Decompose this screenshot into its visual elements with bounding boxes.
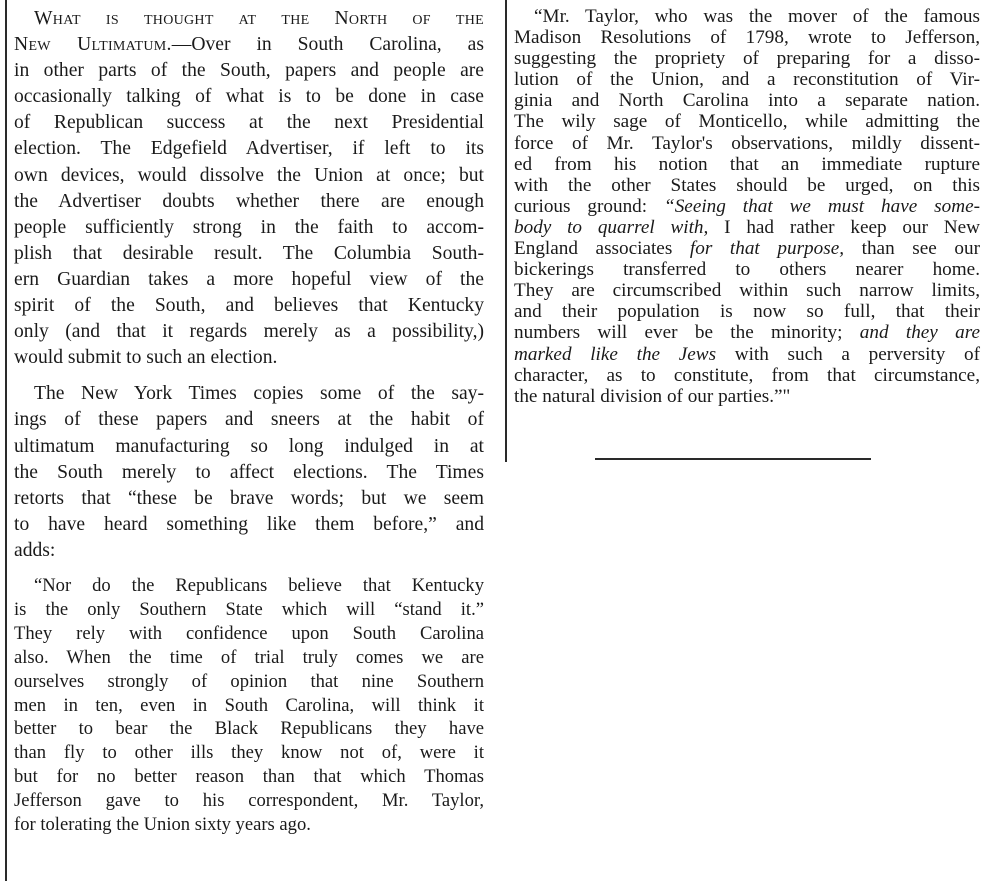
quote-text: numbers will ever be the minority; <box>514 322 860 344</box>
quote-line: also. When the time of trial truly comes we are <box>14 646 484 668</box>
article-line: adds: <box>14 539 56 561</box>
quote-line <box>514 344 980 365</box>
article-line: The New York Times copies some of the say- <box>34 383 484 405</box>
article-line <box>14 32 484 58</box>
article-line: plish that desirable result. The Columbia South- <box>14 242 484 264</box>
quote-line: force of Mr. Taylor's observations, mildly dissent- <box>514 132 980 154</box>
quote-line: is the only Southern State which will “stand it.” <box>14 598 484 620</box>
article-line: of Republican success at the next Presidential <box>14 112 484 134</box>
article-line: would submit to such an election. <box>14 347 278 369</box>
quote-line: The wily sage of Monticello, while admitting the <box>514 111 980 133</box>
quote-line: They rely with confidence upon South Carolina <box>14 622 484 644</box>
quote-line: men in ten, even in South Carolina, will think it <box>14 694 484 716</box>
article-line: election. The Edgefield Advertiser, if left to its <box>14 138 484 160</box>
article-headline-continued: New Ultimatum. <box>14 34 172 56</box>
article-line: in other parts of the South, papers and people are <box>14 60 484 82</box>
article-line: to have heard something like them before,” and <box>14 513 484 535</box>
article-end-rule <box>595 458 871 460</box>
quote-line <box>514 238 980 259</box>
quote-text: than see our <box>844 238 980 260</box>
article-line: own devices, would dissolve the Union at once; but <box>14 164 484 186</box>
quote-line: for tolerating the Union sixty years ago. <box>14 814 311 836</box>
article-text: —Over in South Carolina, as <box>171 34 484 56</box>
quote-line: They are circumscribed within such narrow limits, <box>514 280 980 302</box>
quote-line <box>514 217 980 238</box>
quote-line: ginia and North Carolina into a separate nation. <box>514 90 980 112</box>
quote-line: Madison Resolutions of 1798, wrote to Jefferson, <box>514 27 980 49</box>
quote-line: ourselves strongly of opinion that nine Southern <box>14 670 484 692</box>
article-line: people sufficiently strong in the faith to accom- <box>14 216 484 238</box>
article-line: retorts that “these be brave words; but we seem <box>14 487 484 509</box>
quote-line: “Mr. Taylor, who was the mover of the famous <box>534 6 980 27</box>
article-line: the South merely to affect elections. The Times <box>14 461 484 483</box>
quote-text: I had rather keep our New <box>708 216 980 238</box>
quote-line: suggesting the propriety of preparing for a disso- <box>514 48 980 70</box>
left-column-rule <box>5 0 7 881</box>
paragraph-two <box>14 381 484 564</box>
left-column <box>14 6 484 837</box>
quote-italic-text: marked like the Jews <box>514 343 717 365</box>
quote-text: England associates <box>514 238 690 260</box>
column-divider-rule <box>505 0 507 462</box>
article-line: the Advertiser doubts whether there are enough <box>14 190 484 212</box>
quote-text: curious ground: <box>514 195 665 217</box>
article-headline: What is thought at the North of the <box>34 8 484 29</box>
quote-italic-text: for that purpose, <box>689 238 845 260</box>
quote-line: with the other States should be urged, on this <box>514 174 980 196</box>
article-first-line <box>14 6 484 32</box>
article-line: spirit of the South, and believes that Kentucky <box>14 295 484 317</box>
quote-line: lution of the Union, and a reconstitution of Vir- <box>514 69 980 91</box>
quote-text: with such a perversity of <box>716 343 980 365</box>
quoted-passage <box>14 574 484 837</box>
quote-line: character, as to constitute, from that circumstance, <box>514 364 980 386</box>
quote-italic-text: and they are <box>859 322 981 344</box>
right-column <box>514 6 980 407</box>
article-line: occasionally talking of what is to be done in case <box>14 86 484 108</box>
article-line: ern Guardian takes a more hopeful view of the <box>14 268 484 290</box>
quote-line: than fly to other ills they know not of, were it <box>14 742 484 764</box>
quote-line: and their population is now so full, that their <box>514 301 980 323</box>
article-line: ultimatum manufacturing so long indulged in at <box>14 435 484 457</box>
quote-line <box>514 322 980 343</box>
quote-italic-text: “Seeing that we must have some- <box>664 195 980 217</box>
article-line: only (and that it regards merely as a possibility,) <box>14 321 484 343</box>
quote-line <box>514 196 980 217</box>
quote-italic-text: body to quarrel with, <box>514 216 709 238</box>
quote-line: “Nor do the Republicans believe that Kentucky <box>34 574 484 596</box>
quote-line: ed from his notion that an immediate rupture <box>514 153 980 175</box>
article-line: ings of these papers and sneers at the habit of <box>14 409 484 431</box>
quote-line: but for no better reason than that which Thomas <box>14 766 484 788</box>
quote-line: better to bear the Black Republicans they have <box>14 718 484 740</box>
quote-line: the natural division of our parties.”" <box>514 385 791 407</box>
quote-line: bickerings transferred to others nearer home. <box>514 259 980 281</box>
quote-line: Jefferson gave to his correspondent, Mr. Taylor, <box>14 790 484 812</box>
